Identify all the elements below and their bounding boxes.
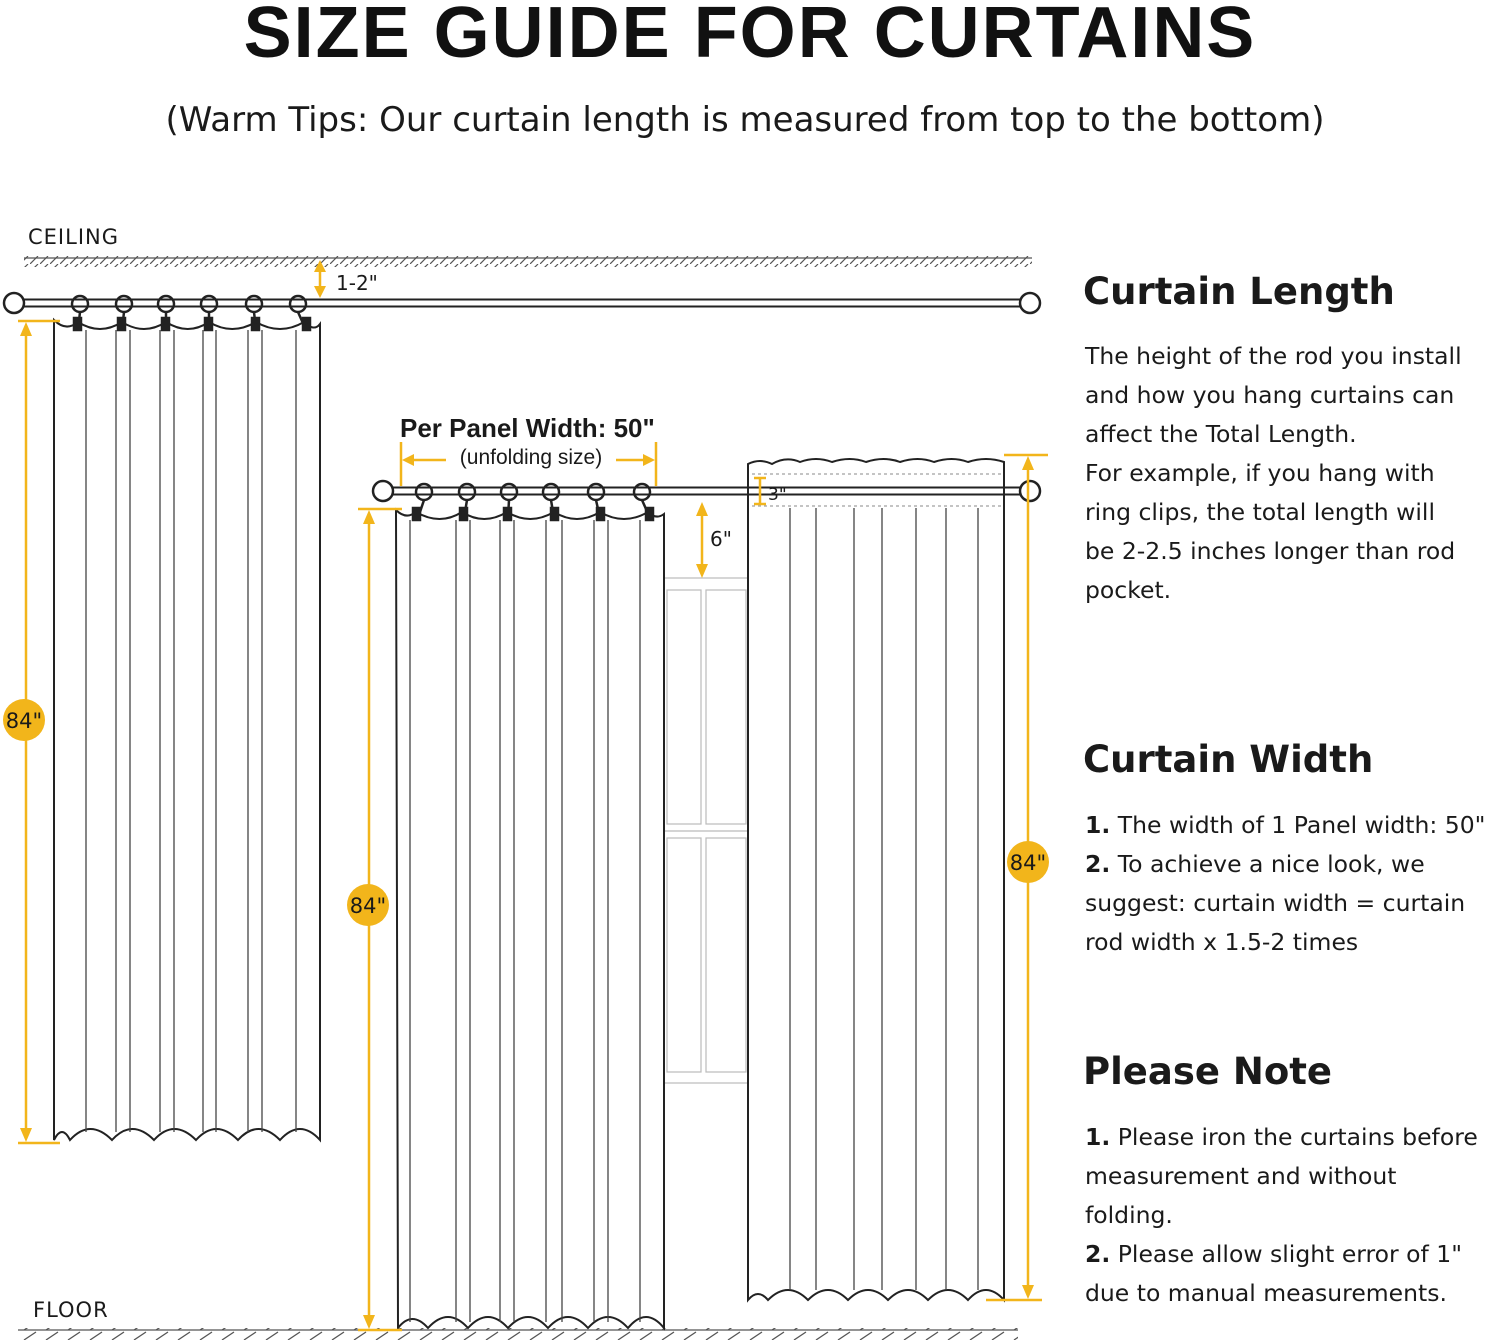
panel-width-label: Per Panel Width: 50"	[400, 413, 655, 443]
width-item-1	[1085, 806, 1500, 845]
length-line: The height of the rod you install	[1085, 342, 1462, 370]
ceiling-label: CEILING	[28, 225, 119, 249]
panel-width-sub: (unfolding size)	[459, 446, 603, 469]
curtain-width-title: Curtain Width	[1083, 738, 1374, 781]
curtain-length-title: Curtain Length	[1083, 270, 1395, 313]
right-curtain	[748, 459, 1004, 1300]
please-note-text	[1085, 1118, 1500, 1313]
left-curtain	[54, 320, 320, 1140]
please-note-title: Please Note	[1083, 1050, 1333, 1093]
window	[664, 578, 748, 1083]
page-title: SIZE GUIDE FOR CURTAINS	[243, 0, 1257, 73]
ceiling	[24, 256, 1032, 267]
note-item-1-line: measurement and without	[1085, 1162, 1397, 1190]
width-item-1-num: 1.	[1085, 811, 1111, 839]
drop-gap-value: 6"	[710, 527, 732, 551]
left-length-value: 84"	[5, 709, 43, 733]
warm-tips: (Warm Tips: Our curtain length is measured from top to the bottom)	[165, 100, 1325, 140]
note-item-2-line: Please allow slight error of 1"	[1117, 1240, 1463, 1268]
right-length-value: 84"	[1009, 851, 1047, 875]
drop-gap-dimension	[696, 502, 708, 578]
note-item-2-num: 2.	[1085, 1240, 1111, 1268]
length-line: and how you hang curtains can	[1085, 381, 1455, 409]
length-line: affect the Total Length.	[1085, 420, 1357, 448]
note-item-1	[1085, 1118, 1500, 1157]
curtain-length-text	[1085, 337, 1500, 610]
pocket-depth-value: 3"	[768, 485, 787, 505]
width-item-2-num: 2.	[1085, 850, 1111, 878]
length-line: pocket.	[1085, 576, 1172, 604]
width-item-2	[1085, 845, 1500, 884]
floor-label: FLOOR	[33, 1298, 109, 1322]
width-item-1-line: The width of 1 Panel width: 50"	[1117, 811, 1486, 839]
width-item-2-line: To achieve a nice look, we	[1117, 850, 1425, 878]
note-item-1-num: 1.	[1085, 1123, 1111, 1151]
note-item-1-line: folding.	[1085, 1201, 1173, 1229]
floor	[18, 1328, 1018, 1340]
note-item-2-line: due to manual measurements.	[1085, 1279, 1447, 1307]
curtain-width-text	[1085, 806, 1500, 962]
width-item-2-line: suggest: curtain width = curtain	[1085, 889, 1466, 917]
length-line: ring clips, the total length will	[1085, 498, 1435, 526]
middle-length-value: 84"	[349, 894, 387, 918]
rod-gap-value: 1-2"	[336, 271, 378, 295]
width-item-2-line: rod width x 1.5-2 times	[1085, 928, 1359, 956]
length-line: For example, if you hang with	[1085, 459, 1435, 487]
length-line: be 2-2.5 inches longer than rod	[1085, 537, 1456, 565]
note-item-1-line: Please iron the curtains before	[1117, 1123, 1478, 1151]
note-item-2	[1085, 1235, 1500, 1274]
middle-curtain	[396, 510, 664, 1328]
